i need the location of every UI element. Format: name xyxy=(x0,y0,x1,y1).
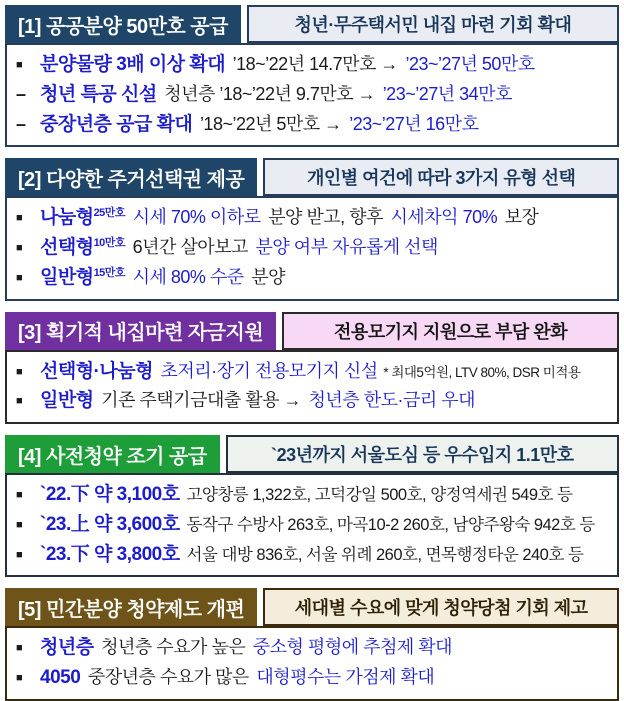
section-tagline: 전용모기지 지원으로 부담 완화 xyxy=(282,312,619,350)
bullet-line xyxy=(16,110,608,140)
text-segment-lead: `22.下 약 3,100호 xyxy=(40,484,180,505)
text-segment-dark: 중장년층 수요가 많은 xyxy=(87,667,249,687)
bullet-line xyxy=(16,263,608,293)
text-segment-sup: 25만호 xyxy=(93,207,126,220)
section-body xyxy=(5,626,619,701)
text-segment-blue: 시세차익 70% xyxy=(390,207,498,228)
text-segment-lead: 분양물량 3배 이상 확대 xyxy=(40,54,226,75)
text-segment-blue: ’23~’27년 16만호 xyxy=(349,113,479,134)
text-segment-lead: 중장년층 공급 확대 xyxy=(40,113,193,135)
text-segment-dark: ’18~’22년 14.7만호 → xyxy=(232,54,398,74)
section-header-row xyxy=(5,312,619,350)
square-bullet-icon: ■ xyxy=(16,242,23,254)
section-body xyxy=(5,473,619,577)
section-title: [3] 획기적 내집마련 자금지원 xyxy=(5,312,276,350)
section-title: [4] 사전청약 조기 공급 xyxy=(5,435,220,473)
text-segment-dark: 분양 받고, 향후 xyxy=(268,207,383,228)
square-bullet-icon: ■ xyxy=(16,672,23,684)
bullet-line xyxy=(16,633,608,663)
text-segment-dark: 기존 주택기금대출 활용 → xyxy=(101,390,301,411)
dash-bullet-icon: – xyxy=(16,113,26,134)
bullet-line xyxy=(16,386,608,416)
text-segment-lead: 선택형·나눔형 xyxy=(40,360,153,382)
section-tagline: 세대별 수요에 맞게 청약당첨 기회 제고 xyxy=(263,588,619,626)
bullet-line xyxy=(16,357,608,387)
text-segment-sup: 10만호 xyxy=(93,237,126,249)
policy-section-5 xyxy=(5,588,619,701)
text-segment-blue: 초저리·장기 전용모기지 신설 xyxy=(160,360,378,381)
dash-bullet-icon: – xyxy=(16,83,26,104)
bullet-line xyxy=(16,540,608,570)
text-segment-blue: ’23~’27년 50만호 xyxy=(405,54,535,74)
section-header-row xyxy=(5,588,619,626)
text-segment-lead: `23.上 약 3,600호 xyxy=(40,513,180,535)
text-segment-dark: 청년층 ’18~’22년 9.7만호 → xyxy=(164,83,376,104)
bullet-line xyxy=(16,510,608,540)
text-segment-blue: 대형평수는 가점제 확대 xyxy=(256,667,435,687)
text-segment-darks: 동작구 수방사 263호, 마곡10-2 260호, 남양주왕숙 942호 등 xyxy=(186,515,595,534)
section-body xyxy=(5,43,619,147)
bullet-line xyxy=(16,50,608,80)
text-segment-blue: ’23~’27년 34만호 xyxy=(382,83,512,104)
square-bullet-icon: ■ xyxy=(16,212,23,225)
section-tagline: 청년·무주택서민 내집 마련 기회 확대 xyxy=(247,5,619,43)
text-segment-dark: 6년간 살아보고 xyxy=(132,237,248,257)
square-bullet-icon: ■ xyxy=(16,365,23,378)
bullet-line xyxy=(16,480,608,510)
section-tagline: 개인별 여건에 따라 3가지 유형 선택 xyxy=(263,158,619,196)
text-segment-lead: 일반형 xyxy=(40,390,94,412)
section-tagline: `23년까지 서울도심 등 우수입지 1.1만호 xyxy=(226,435,619,473)
text-segment-blue: 분양 여부 자유롭게 선택 xyxy=(255,237,438,257)
section-body xyxy=(5,350,619,425)
text-segment-blue: 중소형 평형에 추첨제 확대 xyxy=(252,637,453,658)
text-segment-blue: 청년층 한도·금리 우대 xyxy=(308,390,476,411)
square-bullet-icon: ■ xyxy=(16,271,23,284)
section-title: [1] 공공분양 50만호 공급 xyxy=(5,5,241,43)
policy-section-1 xyxy=(5,5,619,147)
bullet-line xyxy=(16,80,608,110)
bullet-line xyxy=(16,203,608,233)
text-segment-blue: 시세 80% 수준 xyxy=(132,266,244,287)
text-segment-lead: 4050 xyxy=(40,667,81,688)
text-segment-dark: 보장 xyxy=(504,207,539,228)
policy-section-4 xyxy=(5,435,619,577)
text-segment-lead: 청년 특공 신설 xyxy=(40,83,157,105)
text-segment-darks: 고양창릉 1,322호, 고덕강일 500호, 양정역세권 549호 등 xyxy=(186,486,573,504)
square-bullet-icon: ■ xyxy=(16,59,23,71)
text-segment-note: * 최대5억원, LTV 80%, DSR 미적용 xyxy=(383,364,581,380)
text-segment-darks: 서울 대방 836호, 서울 위례 260호, 면목행정타운 240호 등 xyxy=(186,545,584,564)
section-title: [5] 민간분양 청약제도 개편 xyxy=(5,588,257,626)
text-segment-dark: ’18~’22년 5만호 → xyxy=(199,113,342,134)
text-segment-lead: 선택형 xyxy=(40,237,94,258)
section-header-row xyxy=(5,5,619,43)
policy-section-2 xyxy=(5,158,619,300)
text-segment-lead: 청년층 xyxy=(40,637,94,659)
section-body xyxy=(5,196,619,300)
section-header-row xyxy=(5,158,619,196)
section-title: [2] 다양한 주거선택권 제공 xyxy=(5,158,257,196)
text-segment-blue: 시세 70% 이하로 xyxy=(132,207,261,228)
text-segment-dark: 청년층 수요가 높은 xyxy=(101,637,246,658)
text-segment-lead: 나눔형 xyxy=(40,207,94,229)
text-segment-dark: 분양 xyxy=(251,266,286,287)
bullet-line xyxy=(16,233,608,263)
text-segment-lead: 일반형 xyxy=(40,266,94,288)
bullet-line xyxy=(16,663,608,693)
square-bullet-icon: ■ xyxy=(16,548,23,561)
text-segment-sup: 15만호 xyxy=(93,266,126,279)
square-bullet-icon: ■ xyxy=(16,395,23,408)
policy-section-3 xyxy=(5,312,619,425)
square-bullet-icon: ■ xyxy=(16,489,23,501)
section-header-row xyxy=(5,435,619,473)
text-segment-lead: `23.下 약 3,800호 xyxy=(40,543,180,565)
square-bullet-icon: ■ xyxy=(16,642,23,655)
square-bullet-icon: ■ xyxy=(16,518,23,531)
